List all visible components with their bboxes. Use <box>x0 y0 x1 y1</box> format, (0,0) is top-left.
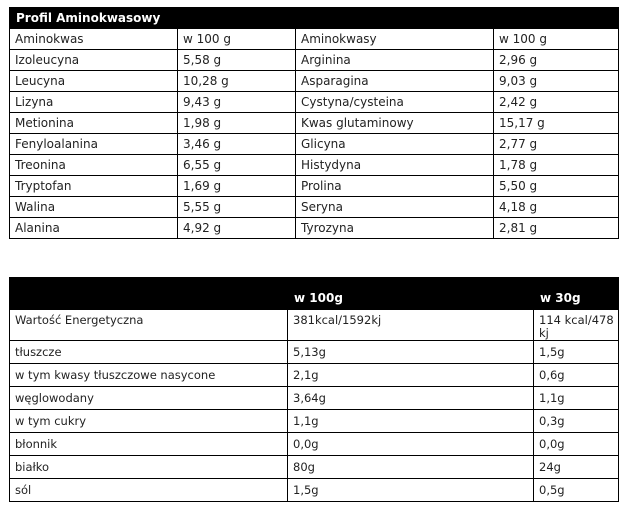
nutrition-header-cell: w 30g <box>540 291 581 305</box>
amino-value-cell: 5,50 g <box>493 176 618 196</box>
amino-name-cell: Histydyna <box>295 155 493 175</box>
nutrition-header-cell: w 100g <box>294 291 343 305</box>
table-row <box>10 340 618 363</box>
amino-header-cell: Aminokwas <box>15 32 84 46</box>
nutrient-name-cell: sól <box>15 483 32 497</box>
nutrient-value-cell: 0,5g <box>533 479 618 501</box>
amino-name-cell: Kwas glutaminowy <box>295 113 493 133</box>
table-row <box>10 409 618 432</box>
amino-name-cell: Cystyna/cysteina <box>295 92 493 112</box>
amino-value-cell: 5,58 g <box>177 50 295 70</box>
nutrient-name-cell: w tym kwasy tłuszczowe nasycone <box>15 368 216 382</box>
nutrient-value-cell: 381kcal/1592kj <box>287 310 533 340</box>
amino-name-cell: Leucyna <box>15 74 66 88</box>
table-row <box>10 196 618 217</box>
table-row <box>10 386 618 409</box>
amino-acid-table <box>9 7 619 239</box>
amino-name-cell: Metionina <box>15 116 75 130</box>
amino-name-cell: Izoleucyna <box>15 53 80 67</box>
amino-name-cell: Lizyna <box>15 95 54 109</box>
nutrient-name-cell: Wartość Energetyczna <box>15 313 144 327</box>
nutrient-name-cell: białko <box>15 460 50 474</box>
amino-name-cell: Treonina <box>15 158 66 172</box>
amino-name-cell: Tyrozyna <box>295 218 493 238</box>
nutrient-value-cell: 5,13g <box>287 341 533 363</box>
nutrient-value-cell: 24g <box>533 456 618 478</box>
amino-value-cell: 2,77 g <box>493 134 618 154</box>
amino-name-cell: Tryptofan <box>15 179 72 193</box>
amino-value-cell: 4,92 g <box>177 218 295 238</box>
amino-name-cell: Arginina <box>295 50 493 70</box>
nutrient-value-cell: 3,64g <box>287 387 533 409</box>
table-row <box>10 154 618 175</box>
amino-value-cell: 10,28 g <box>177 71 295 91</box>
nutrient-value-cell: 2,1g <box>287 364 533 386</box>
amino-value-cell: 9,43 g <box>177 92 295 112</box>
nutrient-value-cell: 0,6g <box>533 364 618 386</box>
table-row <box>10 455 618 478</box>
amino-header-cell: w 100 g <box>177 29 295 49</box>
amino-name-cell: Seryna <box>295 197 493 217</box>
nutrient-value-cell: 1,1g <box>533 387 618 409</box>
amino-value-cell: 9,03 g <box>493 71 618 91</box>
table-row <box>10 309 618 340</box>
nutrient-value-cell: 0,0g <box>287 433 533 455</box>
amino-table-title: Profil Aminokwasowy <box>10 8 618 28</box>
amino-header-row <box>10 28 618 49</box>
amino-name-cell: Glicyna <box>295 134 493 154</box>
nutrient-name-cell: w tym cukry <box>15 414 87 428</box>
amino-value-cell: 2,81 g <box>493 218 618 238</box>
amino-name-cell: Fenyloalanina <box>15 137 98 151</box>
table-row <box>10 112 618 133</box>
nutrition-header-row <box>10 278 618 309</box>
nutrition-header-cell <box>10 278 287 309</box>
nutrient-value-cell: 1,5g <box>287 479 533 501</box>
nutrient-value-cell: 1,1g <box>287 410 533 432</box>
amino-value-cell: 5,55 g <box>177 197 295 217</box>
table-row <box>10 133 618 154</box>
amino-name-cell: Alanina <box>15 221 60 235</box>
amino-name-cell: Asparagina <box>295 71 493 91</box>
amino-header-cell: w 100 g <box>493 29 618 49</box>
table-row <box>10 478 618 501</box>
amino-name-cell: Walina <box>15 200 56 214</box>
nutrient-value-cell: 1,5g <box>533 341 618 363</box>
amino-value-cell: 2,42 g <box>493 92 618 112</box>
nutrient-name-cell: błonnik <box>15 437 58 451</box>
amino-value-cell: 1,78 g <box>493 155 618 175</box>
nutrient-value-cell: 0,3g <box>533 410 618 432</box>
nutrient-value-cell: 80g <box>287 456 533 478</box>
amino-value-cell: 1,98 g <box>177 113 295 133</box>
table-row <box>10 70 618 91</box>
amino-value-cell: 3,46 g <box>177 134 295 154</box>
nutrient-name-cell: tłuszcze <box>15 345 62 359</box>
table-row <box>10 217 618 238</box>
table-row <box>10 175 618 196</box>
table-row <box>10 49 618 70</box>
table-row <box>10 432 618 455</box>
table-row <box>10 363 618 386</box>
table-row <box>10 91 618 112</box>
nutrient-name-cell: węglowodany <box>15 391 94 405</box>
nutrition-table <box>9 277 619 502</box>
nutrient-value-cell: 0,0g <box>533 433 618 455</box>
amino-value-cell: 6,55 g <box>177 155 295 175</box>
amino-value-cell: 4,18 g <box>493 197 618 217</box>
amino-value-cell: 1,69 g <box>177 176 295 196</box>
amino-name-cell: Prolina <box>295 176 493 196</box>
amino-header-cell: Aminokwasy <box>295 29 493 49</box>
nutrient-value-cell: 114 kcal/478 kj <box>533 310 618 340</box>
amino-value-cell: 2,96 g <box>493 50 618 70</box>
amino-value-cell: 15,17 g <box>493 113 618 133</box>
